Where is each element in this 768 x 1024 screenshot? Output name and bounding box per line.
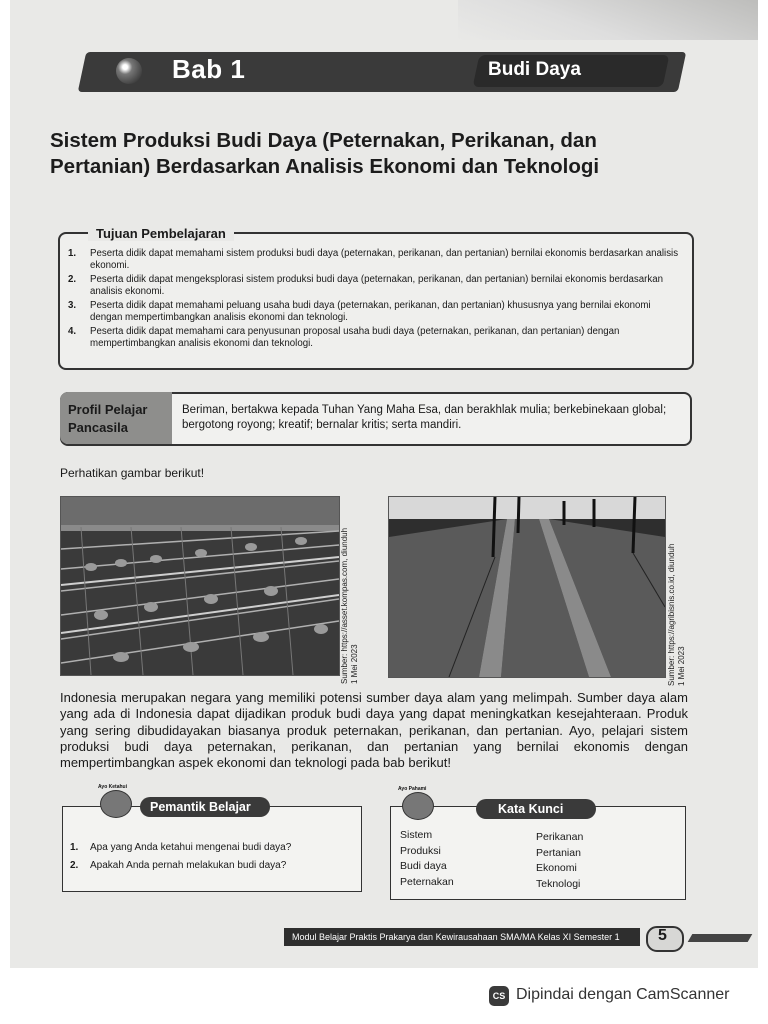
item-number: 1. <box>70 842 79 853</box>
photo-caption <box>340 528 360 684</box>
poultry-cage-photo <box>60 496 340 676</box>
pemantik-list <box>70 842 360 878</box>
badge-label: Ayo Ketahui <box>98 784 127 790</box>
item-text: Peserta didik dapat memahami cara penyusunan proposal usaha budi daya (peternakan, perikanan, dan pertanian) dengan mempertimbangkan analisis ekonomi dan teknologi. <box>90 326 620 349</box>
scanner-watermark: Dipindai dengan CamScanner <box>516 986 730 1003</box>
keyword: Sistem <box>400 829 433 841</box>
item-text: Peserta didik dapat memahami sistem produksi budi daya (peternakan, perikanan, dan pertanian) bernilai ekonomis berdasarkan analisis ekonomi. <box>90 248 679 271</box>
keyword: Budi daya <box>400 860 447 872</box>
image-prompt: Perhatikan gambar berikut! <box>60 466 205 480</box>
keyword: Perikanan <box>536 831 584 843</box>
list-item <box>68 326 684 349</box>
keyword: Teknologi <box>536 877 581 890</box>
item-number: 3. <box>68 300 77 311</box>
list-item <box>68 300 684 323</box>
list-item <box>68 274 684 297</box>
keyword: Pertanian <box>536 846 581 859</box>
section-title: Budi Daya <box>488 59 581 80</box>
profile-text: Beriman, bertakwa kepada Tuhan Yang Maha Esa, dan berakhlak mulia; berkebinekaan global; bergotong royong; kreatif; bernalar kritis; serta mandiri. <box>182 404 667 431</box>
learning-objectives-label: Tujuan Pembelajaran <box>88 226 234 241</box>
page-number: 5 <box>658 927 667 944</box>
item-text: Apa yang Anda ketahui mengenai budi daya? <box>90 842 292 853</box>
sphere-icon <box>116 58 142 84</box>
camscanner-icon: CS <box>489 986 509 1006</box>
keywords-label: Kata Kunci <box>498 802 564 816</box>
badge-label: Ayo Pahami <box>398 786 427 792</box>
photo-caption <box>667 544 687 686</box>
list-item <box>70 842 360 854</box>
learning-objectives-list <box>68 248 684 352</box>
crop-field-photo <box>388 496 666 678</box>
chapter-title: Sistem Produksi Budi Daya (Peternakan, Perikanan, dan Pertanian) Berdasarkan Analisis Ekonomi dan Teknologi <box>50 129 600 178</box>
pemantik-label: Pemantik Belajar <box>150 800 251 814</box>
keyword: Produksi <box>400 844 441 857</box>
item-number: 1. <box>68 248 77 259</box>
item-text: Peserta didik dapat mengeksplorasi sistem produksi budi daya (peternakan, perikanan, dan pertanian) bernilai ekonomis berdasarkan analisis ekonomi. <box>90 274 663 297</box>
chapter-number: Bab 1 <box>172 54 246 84</box>
caption-date: 1 Mei 2023 <box>350 644 359 684</box>
item-number: 2. <box>68 274 77 285</box>
keyword: Peternakan <box>400 875 454 888</box>
profile-label: Profil Pelajar Pancasila <box>68 402 148 435</box>
badge-icon <box>402 792 434 820</box>
footer-tail <box>688 934 753 942</box>
item-text: Peserta didik dapat memahami peluang usaha budi daya (peternakan, perikanan, dan pertanian) khususnya yang bernilai ekonomi dengan mempertimbangkan analisis ekonomi dan teknologi. <box>90 300 651 323</box>
intro-paragraph: Indonesia merupakan negara yang memiliki potensi sumber daya alam yang melimpah. Sumber daya alam yang ada di Indonesia dapat dijadikan produk budi daya yang dapat meningkatkan kesejahteraan. Produk yang sering dibudidayakan biasanya produk peternakan, perikanan, dan pertanian. Ayo, pelajari sistem produksi budi daya peternakan, perikanan, dan pertanian yang bernilai ekonomis dengan mempertimbangkan aspek ekonomi dan teknologi pada bab berikut! <box>60 690 688 771</box>
item-text: Apakah Anda pernah melakukan budi daya? <box>90 860 287 871</box>
list-item <box>70 860 360 872</box>
keywords-column <box>400 828 454 890</box>
keyword: Ekonomi <box>536 862 577 874</box>
caption-source: Sumber: https://agribisnis.co.id, diunduh <box>667 543 676 686</box>
badge-icon <box>100 790 132 818</box>
keywords-column <box>536 830 583 892</box>
list-item <box>68 248 684 271</box>
corner-decoration <box>458 0 758 40</box>
footer-text: Modul Belajar Praktis Prakarya dan Kewirausahaan SMA/MA Kelas XI Semester 1 <box>292 932 620 942</box>
item-number: 4. <box>68 326 77 337</box>
caption-source: Sumber: https://asset.kompas.com, diunduh <box>340 527 349 684</box>
caption-date: 1 Mei 2023 <box>677 646 686 686</box>
item-number: 2. <box>70 860 79 871</box>
